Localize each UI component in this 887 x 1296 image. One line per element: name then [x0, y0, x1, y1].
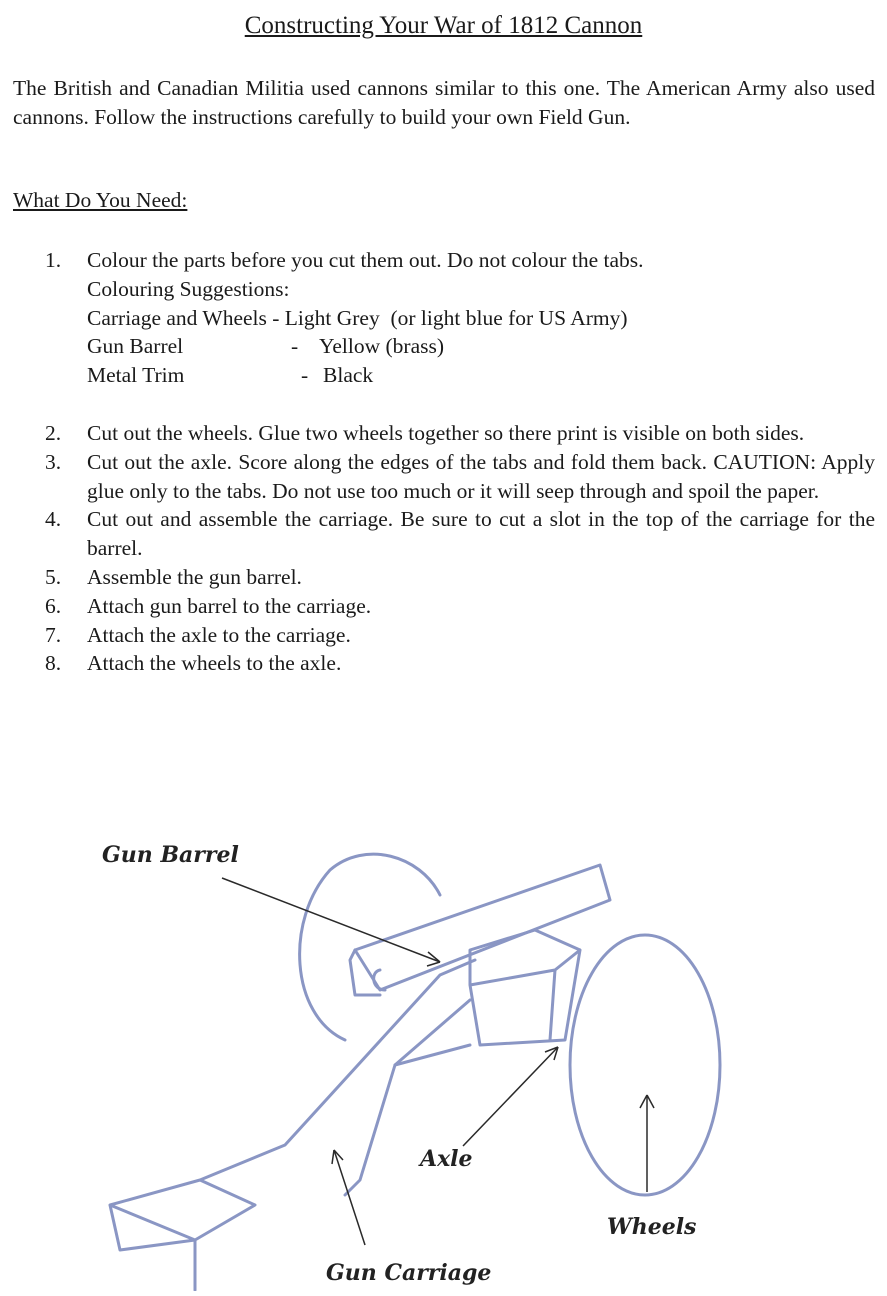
step-item	[45, 649, 875, 678]
step-text: Cut out and assemble the carriage. Be sure to cut a slot in the top of the carriage for the barrel.	[87, 507, 875, 561]
step-text: Attach the wheels to the axle.	[87, 651, 342, 676]
colouring-carriage: Carriage and Wheels - Light Grey (or light blue for US Army)	[87, 305, 628, 330]
carriage-arrow	[334, 1150, 365, 1245]
barrel-arrow	[222, 878, 440, 962]
colouring-dash: -	[301, 363, 309, 388]
step-number: 2.	[45, 420, 62, 445]
step-item	[45, 621, 875, 650]
step-text: Cut out the wheels. Glue two wheels together so there print is visible on both sides.	[87, 420, 805, 445]
step-item	[45, 419, 875, 448]
page-title: Constructing Your War of 1812 Cannon	[244, 12, 643, 39]
front-wheel	[570, 935, 720, 1195]
colouring-item: Metal Trim	[87, 363, 185, 388]
step-text: Attach gun barrel to the carriage.	[87, 593, 372, 618]
colouring-heading: Colouring Suggestions:	[87, 276, 290, 301]
step-item	[45, 448, 875, 506]
back-wheel	[300, 854, 440, 1040]
label-wheels: Wheels	[607, 1214, 697, 1240]
gun-barrel	[355, 865, 610, 990]
step-number: 4.	[45, 507, 62, 532]
step-number: 3.	[45, 449, 62, 474]
step-number: 7.	[45, 622, 62, 647]
step-number: 8.	[45, 651, 62, 676]
label-axle: Axle	[420, 1146, 473, 1172]
colouring-colour: Black	[323, 363, 374, 388]
step-number: 5.	[45, 564, 62, 589]
step-text: Assemble the gun barrel.	[87, 564, 302, 589]
colouring-dash: -	[291, 334, 299, 359]
axle-arrow	[463, 1047, 558, 1146]
cannon-illustration	[0, 800, 887, 1291]
step-text: Cut out the axle. Score along the edges of the tabs and fold them back. CAUTION: Apply glue only to the tabs. Do not use too much or it will seep through and spoil the paper.	[87, 449, 875, 503]
colouring-row	[87, 332, 875, 361]
colouring-row	[87, 361, 875, 390]
step-number: 1.	[45, 248, 62, 272]
step-item	[45, 505, 875, 563]
carriage-trail	[110, 960, 475, 1290]
step-item	[45, 246, 875, 419]
step-text: Colour the parts before you cut them out. Do not colour the tabs.	[87, 248, 644, 272]
colouring-colour: Yellow (brass)	[319, 334, 445, 359]
step-number: 6.	[45, 593, 62, 618]
step-item	[45, 592, 875, 621]
need-heading: What Do You Need:	[13, 188, 188, 212]
label-gun-barrel: Gun Barrel	[102, 842, 239, 868]
intro-paragraph: The British and Canadian Militia used cannons similar to this one. The American Army also used cannons. Follow the instructions carefully to build your own Field Gun.	[13, 76, 875, 129]
colouring-item: Gun Barrel	[87, 334, 184, 359]
cannon-diagram	[0, 800, 887, 1291]
step-item	[45, 563, 875, 592]
steps-list	[45, 246, 875, 678]
label-gun-carriage: Gun Carriage	[326, 1260, 492, 1286]
step-text: Attach the axle to the carriage.	[87, 622, 351, 647]
